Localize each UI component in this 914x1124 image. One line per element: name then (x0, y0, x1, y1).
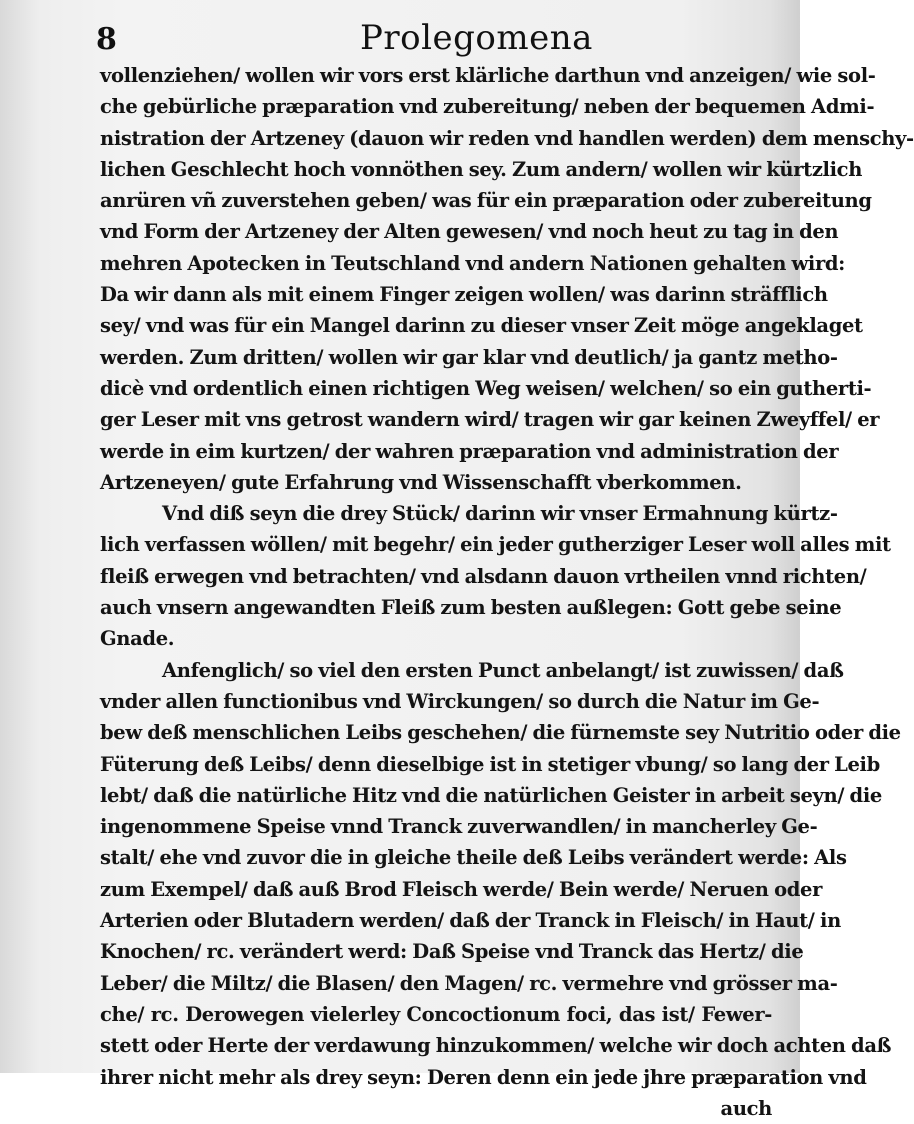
text-line: ger Leser mit vns getrost wandern wird/ tragen wir gar keinen Zweyffel/ er (100, 408, 880, 432)
text-line: nistration der Artzeney (dauon wir reden vnd handlen werden) dem menschy- (100, 126, 914, 150)
text-line: vnd Form der Artzeney der Alten gewesen/ vnd noch heut zu tag in den (100, 220, 839, 244)
text-line: lebt/ daß die natürliche Hitz vnd die natürlichen Geister in arbeit seyn/ die (100, 783, 882, 807)
text-line: che/ rc. Derowegen vielerley Concoctionum foci, das ist/ Fewer- (100, 1002, 772, 1026)
text-line: ihrer nicht mehr als drey seyn: Deren denn ein jede jhre præparation vnd (100, 1065, 867, 1089)
text-line: dicè vnd ordentlich einen richtigen Weg weisen/ welchen/ so ein gutherti- (100, 376, 872, 400)
paragraph-start-line: Anfenglich/ so viel den ersten Punct anbelangt/ ist zuwissen/ daß (162, 658, 844, 682)
text-line: fleiß erwegen vnd betrachten/ vnd alsdann dauon vrtheilen vnnd richten/ (100, 564, 867, 588)
text-line: anrüren vñ zuverstehen geben/ was für ein præparation oder zubereitung (100, 189, 872, 213)
text-line: Artzeneyen/ gute Erfahrung vnd Wissenschafft vberkommen. (100, 470, 742, 494)
text-line: lichen Geschlecht hoch vonnöthen sey. Zum andern/ wollen wir kürtzlich (100, 157, 863, 181)
text-line: Knochen/ rc. verändert werd: Daß Speise vnd Tranck das Hertz/ die (100, 940, 804, 964)
paragraph-start-line: Vnd diß seyn die drey Stück/ darinn wir vnser Ermahnung kürtz- (162, 502, 838, 526)
text-line: stalt/ ehe vnd zuvor die in gleiche theile deß Leibs verändert werde: Als (100, 846, 847, 870)
text-line: auch vnsern angewandten Fleiß zum besten außlegen: Gott gebe seine (100, 596, 842, 620)
text-line: ingenommene Speise vnnd Tranck zuverwandlen/ in mancherley Ge- (100, 815, 818, 839)
text-line: vnder allen functionibus vnd Wirckungen/ so durch die Natur im Ge- (100, 689, 820, 713)
running-head: Prolegomena (360, 18, 593, 58)
text-line: Da wir dann als mit einem Finger zeigen wollen/ was darinn sträfflich (100, 283, 828, 307)
page-number: 8 (96, 22, 117, 57)
text-line: lich verfassen wöllen/ mit begehr/ ein jeder gutherziger Leser woll alles mit (100, 533, 891, 557)
text-line: Füterung deß Leibs/ denn dieselbige ist in stetiger vbung/ so lang der Leib (100, 752, 880, 776)
text-line: Leber/ die Miltz/ die Blasen/ den Magen/ rc. vermehre vnd grösser ma- (100, 971, 838, 995)
catchword: auch (720, 1096, 772, 1120)
text-line: Arterien oder Blutadern werden/ daß der Tranck in Fleisch/ in Haut/ in (100, 909, 841, 933)
text-line: werden. Zum dritten/ wollen wir gar klar vnd deutlich/ ja gantz metho- (100, 345, 838, 369)
text-line: zum Exempel/ daß auß Brod Fleisch werde/ Bein werde/ Neruen oder (100, 877, 822, 901)
text-line: sey/ vnd was für ein Mangel darinn zu dieser vnser Zeit möge angeklaget (100, 314, 863, 338)
body-text (100, 60, 914, 1120)
text-line: stett oder Herte der verdawung hinzukommen/ welche wir doch achten daß (100, 1034, 892, 1058)
text-line: mehren Apotecken in Teutschland vnd andern Nationen gehalten wird: (100, 251, 846, 275)
text-line: bew deß menschlichen Leibs geschehen/ die fürnemste sey Nutritio oder die (100, 721, 901, 745)
text-line: che gebürliche præparation vnd zubereitung/ neben der bequemen Admi- (100, 95, 875, 119)
text-line: Gnade. (100, 627, 175, 651)
text-line: vollenziehen/ wollen wir vors erst klärliche darthun vnd anzeigen/ wie sol- (100, 64, 876, 87)
text-line: werde in eim kurtzen/ der wahren præparation vnd administration der (100, 439, 839, 463)
